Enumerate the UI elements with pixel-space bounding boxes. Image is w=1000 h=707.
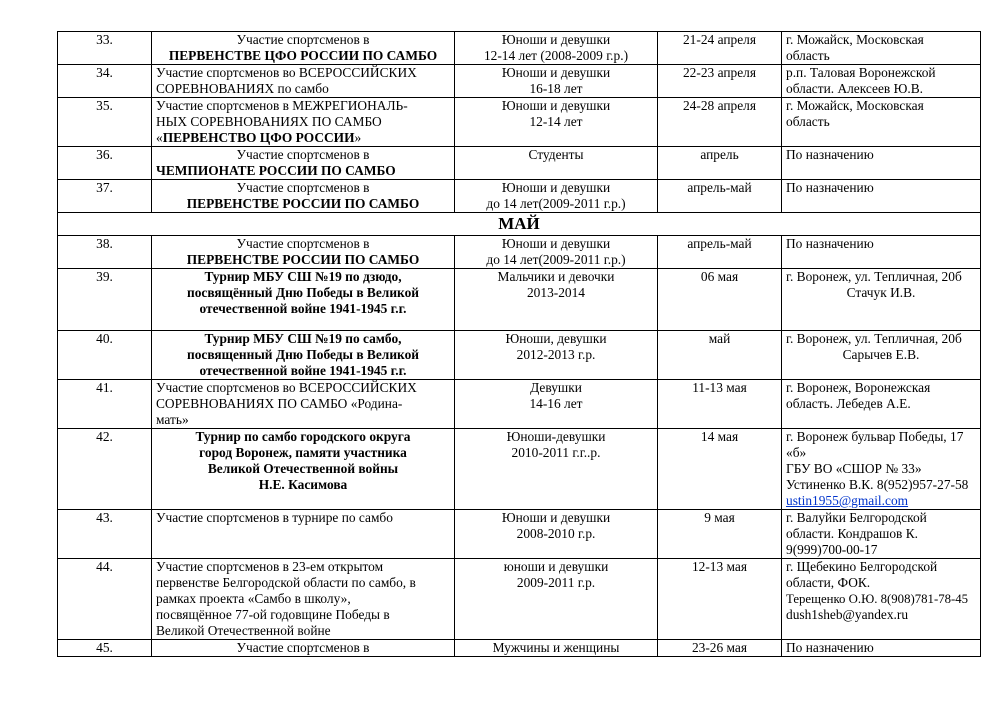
date-cell: 9 мая [658, 510, 782, 559]
place-line: р.п. Таловая Воронежской [786, 65, 936, 80]
event-line: Н.Е. Касимова [258, 477, 348, 492]
category-cell [455, 331, 658, 380]
month-heading: МАЙ [58, 213, 981, 236]
place-cell [782, 98, 981, 147]
email-text: dush1sheb@yandex.ru [786, 607, 909, 622]
quote-mark: » [354, 130, 362, 145]
place-line: Устиненко В.К. 8(952)957-27-58 [786, 477, 969, 492]
event-line: Участие спортсменов в 23-ем открытом [156, 559, 384, 574]
category-line: Юноши и девушки [501, 180, 611, 195]
table-row [58, 98, 981, 147]
category-line: 2008-2010 г.р. [516, 526, 596, 541]
category-line: Юноши и девушки [501, 65, 611, 80]
row-number: 33. [58, 32, 152, 65]
category-cell: Мужчины и женщины [455, 640, 658, 657]
category-line: 2009-2011 г.р. [516, 575, 596, 590]
category-line: 2012-2013 г.р. [516, 347, 596, 362]
event-cell [152, 331, 455, 380]
event-line: ПЕРВЕНСТВЕ ЦФО РОССИИ ПО САМБО [168, 48, 438, 63]
category-cell: Студенты [455, 147, 658, 180]
schedule-table [57, 31, 981, 657]
table-row [58, 429, 981, 510]
place-line: г. Можайск, Московская [786, 98, 924, 113]
event-cell [152, 32, 455, 65]
category-line: Юноши и девушки [501, 236, 611, 251]
event-line: ЧЕМПИОНАТЕ РОССИИ ПО САМБО [156, 163, 396, 178]
event-line: Участие спортсменов в [236, 236, 370, 251]
place-line: г. Воронеж, ул. Тепличная, 20б [786, 331, 962, 346]
row-number: 38. [58, 236, 152, 269]
event-line: ПЕРВЕНСТВЕ РОССИИ ПО САМБО [186, 196, 420, 211]
category-line: 12-14 лет [529, 114, 583, 129]
category-cell [455, 98, 658, 147]
date-cell: апрель-май [658, 180, 782, 213]
event-line: посвящённый Дню Победы в Великой [187, 285, 419, 300]
category-cell [455, 236, 658, 269]
event-cell: Участие спортсменов в турнире по самбо [152, 510, 455, 559]
place-line: г. Щебекино Белгородской [786, 559, 938, 574]
category-line: Юноши-девушки [506, 429, 606, 444]
category-line: до 14 лет(2009-2011 г.р.) [486, 252, 626, 267]
category-line: 2013-2014 [526, 285, 586, 300]
event-line: СОРЕВНОВАНИЯХ ПО САМБО «Родина- [156, 396, 403, 411]
event-line: рамках проекта «Самбо в школу», [156, 591, 351, 606]
table-row [58, 510, 981, 559]
event-line: Участие спортсменов во ВСЕРОССИЙСКИХ [156, 65, 417, 80]
row-number: 45. [58, 640, 152, 657]
event-line: СОРЕВНОВАНИЯХ по самбо [156, 81, 329, 96]
category-cell [455, 429, 658, 510]
date-cell: 14 мая [658, 429, 782, 510]
table-row [58, 331, 981, 380]
category-line: Юноши, девушки [505, 331, 607, 346]
event-line: первенстве Белгородской области по самбо, в [156, 575, 416, 590]
category-line: Юноши и девушки [501, 98, 611, 113]
place-line: области. Алексеев Ю.В. [786, 81, 923, 96]
event-line [156, 130, 450, 146]
place-cell [782, 429, 981, 510]
category-line: до 14 лет(2009-2011 г.р.) [486, 196, 626, 211]
category-line: юноши и девушки [503, 559, 609, 574]
row-number: 35. [58, 98, 152, 147]
place-line: области. Кондрашов К. [786, 526, 918, 541]
table-row [58, 559, 981, 640]
event-line: отечественной войне 1941-1945 г.г. [199, 363, 407, 378]
place-line: г. Воронеж бульвар Победы, 17 «б» [786, 429, 964, 460]
event-line: НЫХ СОРЕВНОВАНИЯХ ПО САМБО [156, 114, 382, 129]
event-line: Великой Отечественной войны [207, 461, 399, 476]
place-line: Сарычев Е.В. [842, 347, 920, 362]
row-number: 41. [58, 380, 152, 429]
category-cell [455, 32, 658, 65]
place-cell: По назначению [782, 640, 981, 657]
place-line: 9(999)700-00-17 [786, 542, 878, 557]
place-line: г. Можайск, Московская [786, 32, 924, 47]
month-header-row [58, 213, 981, 236]
place-line: г. Валуйки Белгородской [786, 510, 927, 525]
place-line: ГБУ ВО «СШОР № 33» [786, 461, 922, 476]
event-cell [152, 269, 455, 331]
date-cell: апрель [658, 147, 782, 180]
table-row [58, 269, 981, 331]
category-cell [455, 65, 658, 98]
table-row [58, 147, 981, 180]
place-cell: По назначению [782, 180, 981, 213]
place-line: область [786, 48, 830, 63]
event-line: посвящённое 77-ой годовщине Победы в [156, 607, 390, 622]
place-line: Стачук И.В. [846, 285, 916, 300]
event-line: Участие спортсменов в [236, 147, 370, 162]
category-line: Девушки [530, 380, 582, 395]
row-number: 43. [58, 510, 152, 559]
quote-mark: « [156, 130, 163, 145]
event-line: Турнир МБУ СШ №19 по самбо, [204, 331, 402, 346]
row-number: 44. [58, 559, 152, 640]
place-cell: По назначению [782, 147, 981, 180]
event-line: город Воронеж, памяти участника [199, 445, 407, 460]
place-line: Терещенко О.Ю. 8(908)781-78-45 [786, 592, 969, 606]
place-cell: По назначению [782, 236, 981, 269]
category-cell [455, 510, 658, 559]
place-cell [782, 32, 981, 65]
event-cell [152, 380, 455, 429]
table-row [58, 180, 981, 213]
place-line: г. Воронеж, Воронежская [786, 380, 931, 395]
date-cell: 23-26 мая [658, 640, 782, 657]
event-title: ПЕРВЕНСТВО ЦФО РОССИИ [162, 130, 355, 145]
row-number: 40. [58, 331, 152, 380]
place-line: области, ФОК. [786, 575, 871, 590]
event-cell [152, 559, 455, 640]
event-line: посвященный Дню Победы в Великой [187, 347, 419, 362]
event-cell [152, 429, 455, 510]
category-line: Юноши и девушки [501, 32, 611, 47]
place-line: область [786, 114, 830, 129]
event-line: Участие спортсменов в [236, 32, 370, 47]
table-row [58, 65, 981, 98]
event-line: мать» [156, 412, 189, 427]
event-cell [152, 65, 455, 98]
event-line: Участие спортсменов во ВСЕРОССИЙСКИХ [156, 380, 417, 395]
event-line: Участие спортсменов в [236, 180, 370, 195]
event-cell [152, 236, 455, 269]
event-line: Великой Отечественной войне [156, 623, 331, 638]
place-cell [782, 559, 981, 640]
email-link[interactable]: ustin1955@gmail.com [786, 493, 909, 508]
place-cell [782, 331, 981, 380]
date-cell: 21-24 апреля [658, 32, 782, 65]
event-line: Турнир по самбо городского округа [195, 429, 411, 444]
table-row [58, 380, 981, 429]
category-line: Юноши и девушки [501, 510, 611, 525]
place-cell [782, 269, 981, 331]
row-number: 39. [58, 269, 152, 331]
row-number: 36. [58, 147, 152, 180]
place-line: область. Лебедев А.Е. [786, 396, 911, 411]
date-cell: 12-13 мая [658, 559, 782, 640]
event-cell [152, 98, 455, 147]
row-number: 34. [58, 65, 152, 98]
date-cell: 06 мая [658, 269, 782, 331]
category-line: Мальчики и девочки [497, 269, 615, 284]
event-cell [152, 180, 455, 213]
table-row [58, 32, 981, 65]
place-cell [782, 65, 981, 98]
row-number: 42. [58, 429, 152, 510]
event-line: Участие спортсменов в МЕЖРЕГИОНАЛЬ- [156, 98, 408, 113]
date-cell: 24-28 апреля [658, 98, 782, 147]
table-row [58, 236, 981, 269]
category-cell [455, 380, 658, 429]
event-cell: Участие спортсменов в [152, 640, 455, 657]
event-cell [152, 147, 455, 180]
category-cell [455, 559, 658, 640]
category-cell [455, 269, 658, 331]
category-cell [455, 180, 658, 213]
date-cell: май [658, 331, 782, 380]
event-line: Турнир МБУ СШ №19 по дзюдо, [204, 269, 402, 284]
event-line: ПЕРВЕНСТВЕ РОССИИ ПО САМБО [186, 252, 420, 267]
date-cell: апрель-май [658, 236, 782, 269]
date-cell: 22-23 апреля [658, 65, 782, 98]
date-cell: 11-13 мая [658, 380, 782, 429]
category-line: 14-16 лет [529, 396, 583, 411]
place-cell [782, 380, 981, 429]
row-number: 37. [58, 180, 152, 213]
category-line: 2010-2011 г.г..р. [511, 445, 601, 460]
place-line: г. Воронеж, ул. Тепличная, 20б [786, 269, 962, 284]
category-line: 16-18 лет [529, 81, 583, 96]
table-row [58, 640, 981, 657]
spacer [156, 317, 450, 330]
place-cell [782, 510, 981, 559]
event-line: отечественной войне 1941-1945 г.г. [199, 301, 407, 316]
category-line: 12-14 лет (2008-2009 г.р.) [483, 48, 629, 63]
